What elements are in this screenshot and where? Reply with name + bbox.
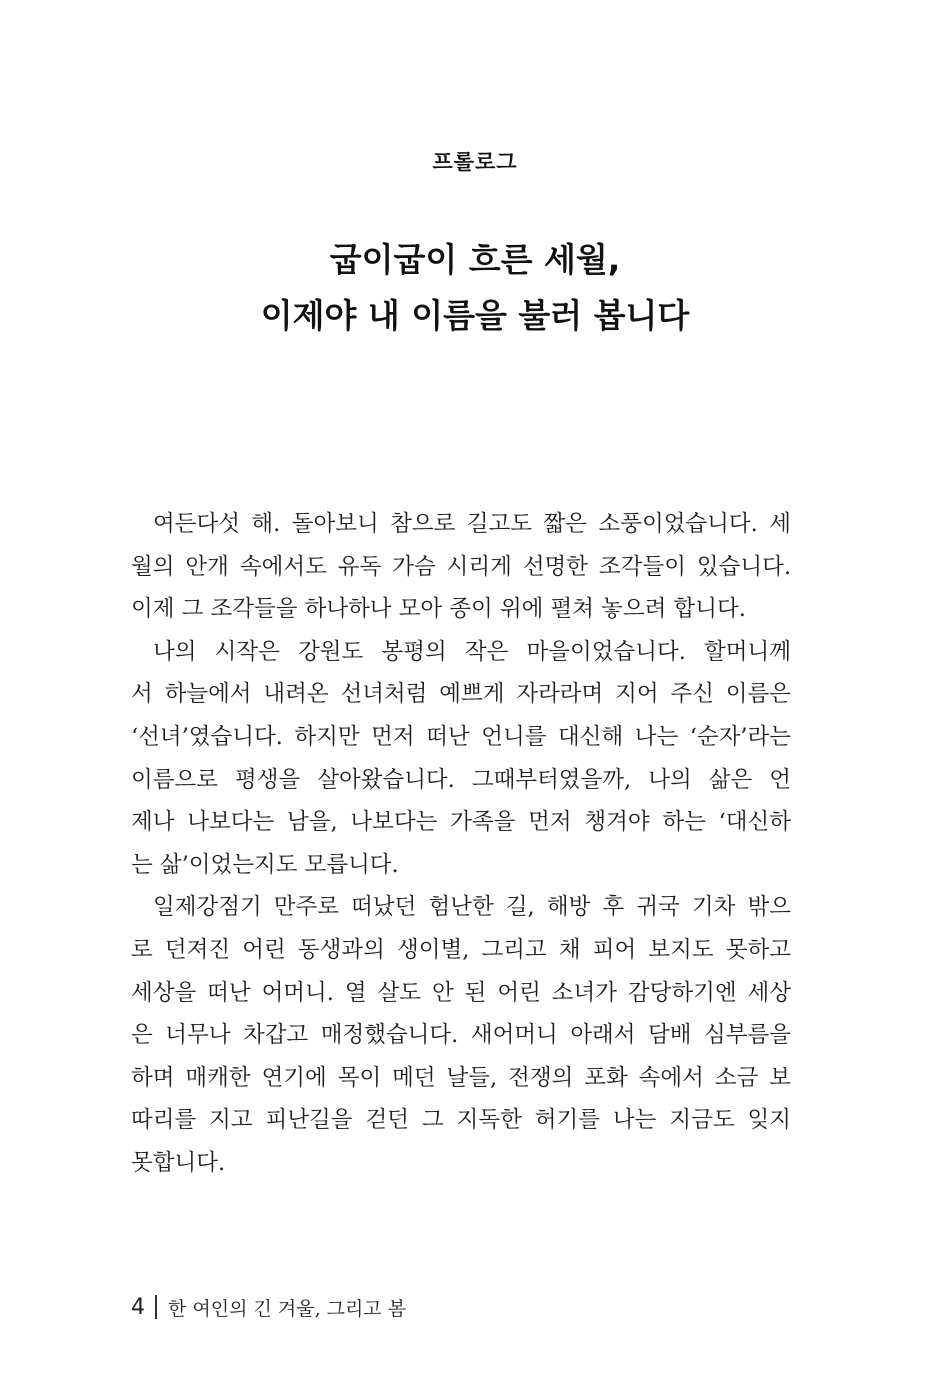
chapter-title-line-1: 굽이굽이 흐른 세월, — [329, 240, 621, 279]
footer-divider — [155, 1295, 157, 1319]
paragraph-2 — [131, 631, 791, 887]
text-line: 하며 매캐한 연기에 목이 메던 날들, 전쟁의 포화 속에서 소금 보 — [131, 1064, 791, 1091]
text-line: 제나 나보다는 남을, 나보다는 가족을 먼저 챙겨야 하는 ‘대신하 — [131, 809, 791, 836]
text-line: 세상을 떠난 어머니. 열 살도 안 된 어린 소녀가 감당하기엔 세상 — [131, 979, 791, 1006]
text-line: 이제 그 조각들을 하나하나 모아 종이 위에 펼쳐 놓으려 합니다. — [131, 596, 746, 623]
paragraph-3 — [131, 886, 791, 1184]
text-line: 나의 시작은 강원도 봉평의 작은 마을이었습니다. 할머니께 — [153, 638, 791, 665]
body-text — [131, 503, 791, 1185]
text-line: ‘선녀’였습니다. 하지만 먼저 떠난 언니를 대신해 나는 ‘순자’라는 — [131, 723, 791, 750]
text-line: 로 던져진 어린 동생과의 생이별, 그리고 채 피어 보지도 못하고 — [131, 936, 791, 963]
chapter-title — [0, 232, 950, 344]
text-line: 월의 안개 속에서도 유독 가슴 시리게 선명한 조각들이 있습니다. — [131, 553, 791, 580]
text-line: 는 삶’이었는지도 모릅니다. — [131, 851, 399, 878]
text-line: 여든다섯 해. 돌아보니 참으로 길고도 짧은 소풍이었습니다. 세 — [153, 511, 791, 537]
paragraph-1 — [131, 503, 791, 631]
section-label: 프롤로그 — [432, 150, 518, 174]
text-line: 서 하늘에서 내려온 선녀처럼 예쁘게 자라라며 지어 주신 이름은 — [131, 681, 791, 708]
text-line: 이름으로 평생을 살아왔습니다. 그때부터였을까, 나의 삶은 언 — [131, 766, 791, 793]
text-line: 따리를 지고 피난길을 걷던 그 지독한 허기를 나는 지금도 잊지 — [131, 1107, 791, 1134]
page-number: 4 — [131, 1294, 145, 1320]
chapter-title-line-2: 이제야 내 이름을 불러 봅니다 — [260, 296, 690, 335]
text-line: 은 너무나 차갑고 매정했습니다. 새어머니 아래서 담배 심부름을 — [131, 1022, 791, 1049]
page-footer — [131, 1292, 406, 1322]
text-line: 일제강점기 만주로 떠났던 험난한 길, 해방 후 귀국 기차 밖으 — [153, 894, 791, 921]
running-book-title: 한 여인의 긴 겨울, 그리고 봄 — [168, 1297, 407, 1320]
text-line: 못합니다. — [131, 1149, 226, 1176]
